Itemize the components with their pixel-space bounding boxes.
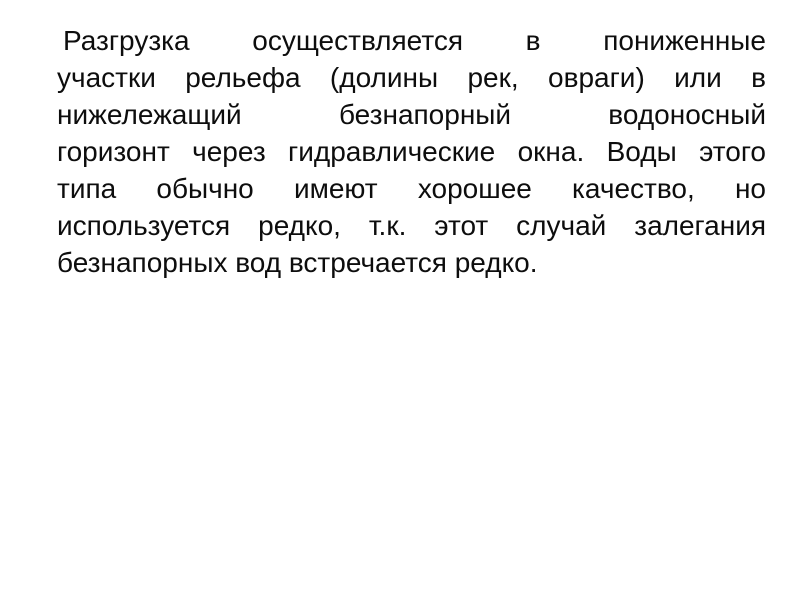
paragraph-line: типа обычно имеют хорошее качество, но [57,173,766,204]
paragraph-line: используется редко, т.к. этот случай залегания [57,210,766,241]
paragraph-line: Разгрузка осуществляется в пониженные [63,25,766,56]
paragraph-line: горизонт через гидравлические окна. Воды этого [57,136,766,167]
paragraph-line: участки рельефа (долины рек, овраги) или в [57,62,766,93]
paragraph-line: безнапорных вод встречается редко. [57,247,538,278]
paragraph-line: нижележащий безнапорный водоносный [57,99,766,130]
paragraph [57,22,766,281]
